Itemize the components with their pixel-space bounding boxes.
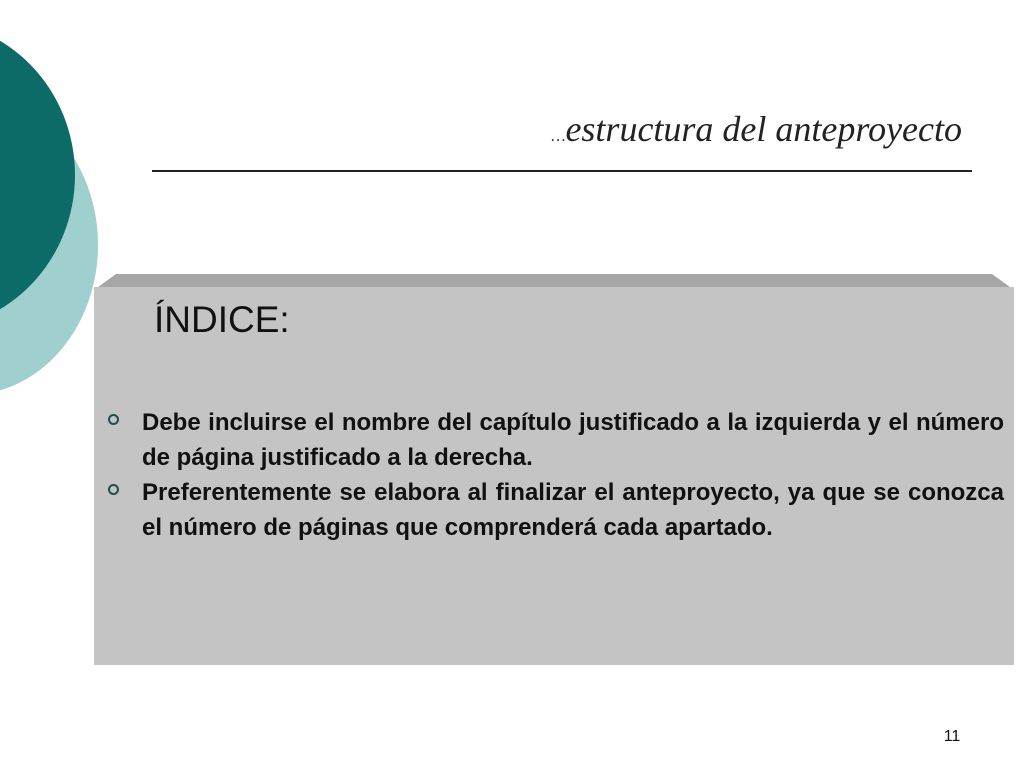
bullet-text: Preferentemente se elabora al finalizar el anteproyecto, ya que se conozca el número de páginas que comprenderá cada apartado. [142, 479, 1004, 541]
hollow-circle-bullet-icon [108, 414, 119, 425]
bullet-item [108, 475, 1004, 545]
hollow-circle-bullet-icon [108, 484, 119, 495]
content-heading: ÍNDICE: [154, 299, 290, 340]
title-text: estructura del anteproyecto [565, 109, 962, 149]
slide-title [152, 108, 972, 170]
title-ellipsis: … [551, 128, 566, 145]
bullet-text: Debe incluirse el nombre del capítulo justificado a la izquierda y el número de página justificado a la derecha. [142, 409, 1004, 471]
page-number: 11 [943, 728, 961, 745]
title-underline [152, 170, 972, 172]
content-box [94, 287, 1014, 665]
bullet-list [108, 405, 1004, 545]
bullet-item [108, 405, 1004, 475]
